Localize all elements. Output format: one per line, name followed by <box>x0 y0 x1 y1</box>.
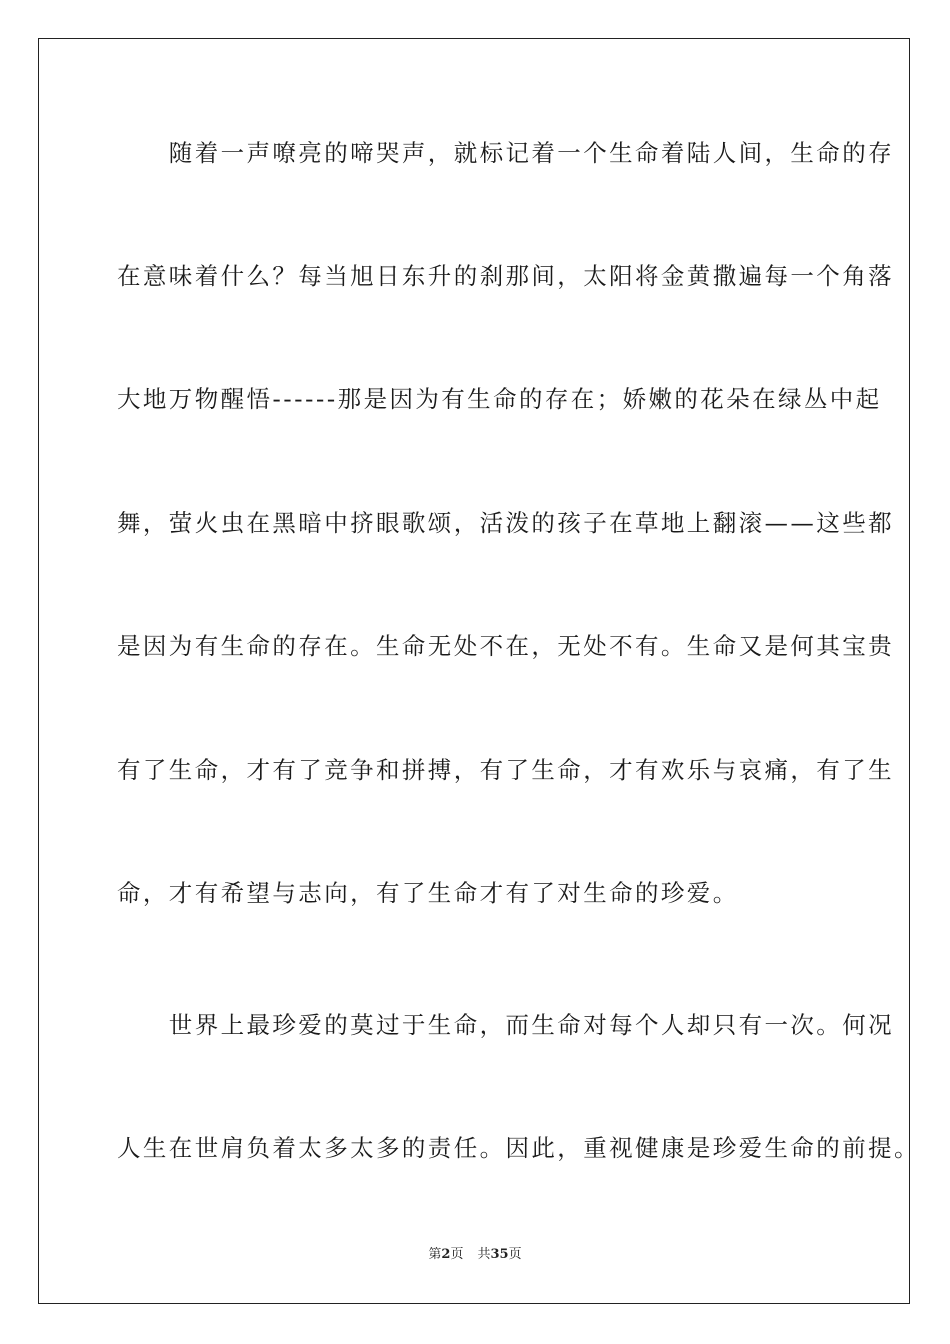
page-border <box>38 38 920 1304</box>
page-prefix: 第 <box>428 1247 442 1262</box>
text-line: 是因为有生命的存在。生命无处不在，无处不有。生命又是何其宝贵 <box>117 632 894 660</box>
text-line: 有了生命，才有了竞争和拼搏，有了生命，才有欢乐与哀痛，有了生 <box>117 756 894 784</box>
page-number: 2 <box>441 1247 451 1262</box>
total-suffix: 页 <box>508 1247 522 1262</box>
text-line: 在意味着什么？每当旭日东升的刹那间，太阳将金黄撒遍每一个角落 <box>117 262 894 290</box>
total-prefix: 共 <box>477 1247 491 1262</box>
text-line: 随着一声嘹亮的啼哭声，就标记着一个生命着陆人间，生命的存 <box>117 139 894 167</box>
text-line: 大地万物醒悟------那是因为有生命的存在；娇嫩的花朵在绿丛中起 <box>117 385 882 413</box>
text-line: 舞，萤火虫在黑暗中挤眼歌颂，活泼的孩子在草地上翻滚——这些都 <box>117 509 894 537</box>
text-line: 命，才有希望与志向，有了生命才有了对生命的珍爱。 <box>117 879 739 907</box>
text-line: 人生在世肩负着太多太多的责任。因此，重视健康是珍爱生命的前提。 <box>117 1134 920 1162</box>
page-footer <box>0 1247 950 1263</box>
text-line: 世界上最珍爱的莫过于生命，而生命对每个人却只有一次。何况 <box>117 1011 894 1039</box>
total-pages: 35 <box>490 1247 509 1262</box>
page-suffix: 页 <box>450 1247 464 1262</box>
